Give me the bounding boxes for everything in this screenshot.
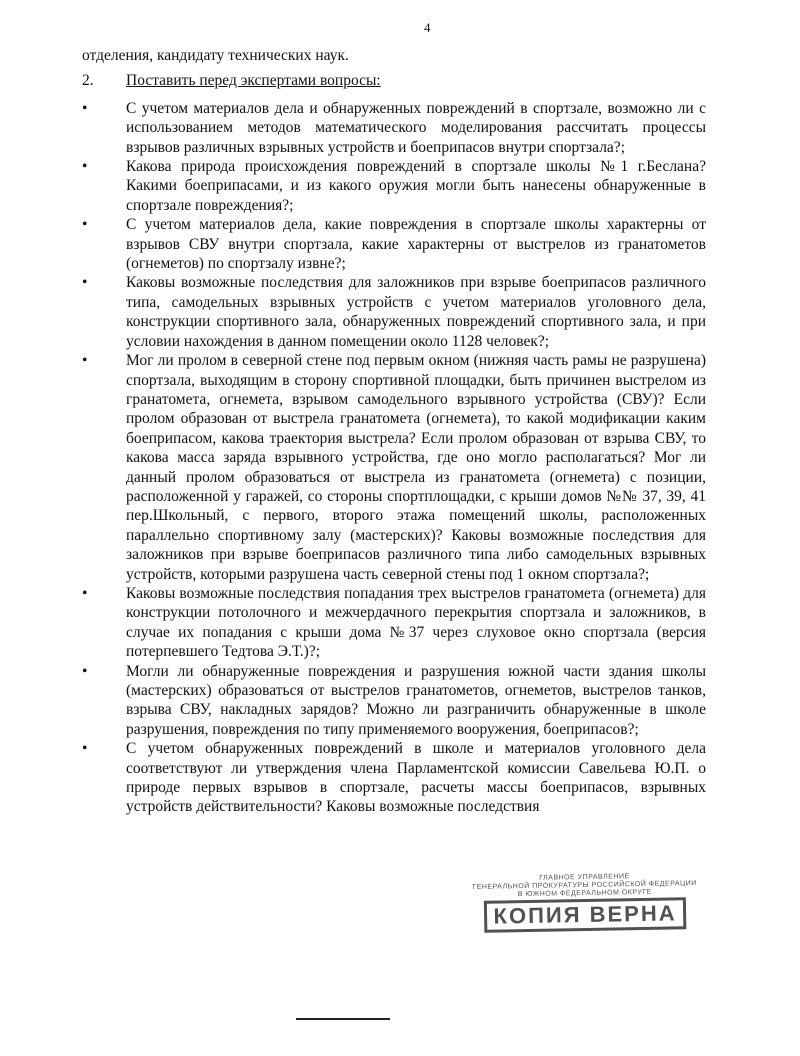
stamp-line-3: В ЮЖНОМ ФЕДЕРАЛЬНОМ ОКРУГЕ [517, 888, 652, 899]
question-item [82, 215, 706, 273]
document-body [82, 46, 706, 817]
question-item [82, 584, 706, 662]
question-item [82, 662, 706, 740]
question-text: Мог ли пролом в северной стене под первым окном (нижняя часть рамы не разрушена) спортзала, выходящим в сторону спортивной площадки, быть причинен выстрелом из гранатомета, огнемета, взрывом самодельного взрывного устройства (СВУ)? Если пролом образован от выстрела гранатомета (огнемета), то какой модификации каким боеприпасом, какова траектория выстрела? Если пролом образован от взрыва СВУ, то какова масса заряда взрывного устройства, где оно могло располагаться? Мог ли данный пролом образоваться от выстрела из гранатомета (огнемета) с позиции, расположенной у гаражей, со стороны спортплощадки, с крыши домов №№ 37, 39, 41 пер.Школьный, с первого, второго этажа помещений школы, расположенных параллельно спортивному залу (мастерских)? Каковы возможные последствия для заложников при взрыве боеприпасов различного типа либо самодельных взрывных устройств, которыми разрушена часть северной стены под 1 окном спортзала?; [126, 352, 706, 583]
question-text: Могли ли обнаруженные повреждения и разрушения южной части здания школы (мастерских) образоваться от выстрелов гранатометов, огнеметов, выстрелов танков, взрыва СВУ, накладных зарядов? Можно ли разграничить обнаруженные в школе разрушения, повреждения по типу применяемого вооружения, боеприпасов?; [126, 662, 706, 738]
question-text: Какова природа происхождения повреждений в спортзале школы №1 г.Беслана? Какими боеприпасами, и из какого оружия могли быть нанесены обнаруженные в спортзале повреждения?; [126, 158, 706, 214]
question-item [82, 351, 706, 584]
bullet-icon: • [82, 216, 88, 234]
question-text: Каковы возможные последствия для заложников при взрыве боеприпасов различного типа, самодельных взрывных устройств с учетом материалов уголовного дела, конструкции спортивного зала, обнаруженных повреждений спортивного зала, и при условии нахождения в данном помещении около 1128 человек?; [126, 274, 706, 350]
section-heading [82, 71, 706, 90]
question-text: С учетом материалов дела и обнаруженных повреждений в спортзале, возможно ли с использованием методов математического моделирования рассчитать процессы взрывов различных взрывных устройств и боеприпасов внутри спортзала?; [126, 99, 706, 156]
bullet-icon: • [82, 584, 88, 602]
page-number: 4 [424, 20, 431, 35]
intro-line: отделения, кандидату технических наук. [82, 47, 349, 64]
certified-copy-stamp [465, 872, 704, 946]
section-number: 2. [82, 72, 94, 90]
question-text: С учетом материалов дела, какие повреждения в спортзале школы характерны от взрывов СВУ внутри спортзала, какие характерны от выстрелов из гранатометов (огнеметов) по спортзалу извне?; [126, 216, 706, 273]
question-text: С учетом обнаруженных повреждений в школе и материалов уголовного дела соответствуют ли утверждения члена Парламентской комиссии Савельева Ю.П. о природе первых взрывов в спортзале, расчеты массы боеприпасов, взрывных устройств действительности? Каковы возможные последствия [126, 740, 706, 816]
footer-rule [296, 1018, 390, 1020]
question-item [82, 157, 706, 215]
bullet-icon: • [82, 99, 88, 117]
stamp-main-text: КОПИЯ ВЕРНА [484, 897, 686, 933]
bullet-icon: • [82, 274, 88, 292]
question-item [82, 739, 706, 817]
stamp-line-2: ГЕНЕРАЛЬНОЙ ПРОКУРАТУРЫ РОССИЙСКОЙ ФЕДЕРАЦИИ [472, 880, 697, 891]
question-text: Каковы возможные последствия попадания трех выстрелов гранатомета (огнемета) для конструкции потолочного и межчердачного перекрытия спортзала и заложников, в случае их попадания с крыши дома №37 через слуховое окно спортзала (версия потерпевшего Тедтова Э.Т.)?; [126, 584, 706, 661]
section-lead: Поставить перед экспертами вопросы: [126, 72, 381, 90]
bullet-icon: • [82, 740, 88, 758]
bullet-icon: • [82, 662, 88, 680]
question-item [82, 99, 706, 157]
question-item [82, 273, 706, 351]
bullet-icon: • [82, 158, 88, 176]
bullet-icon: • [82, 352, 88, 370]
stamp-line-1: ГЛАВНОЕ УПРАВЛЕНИЕ [539, 873, 630, 882]
